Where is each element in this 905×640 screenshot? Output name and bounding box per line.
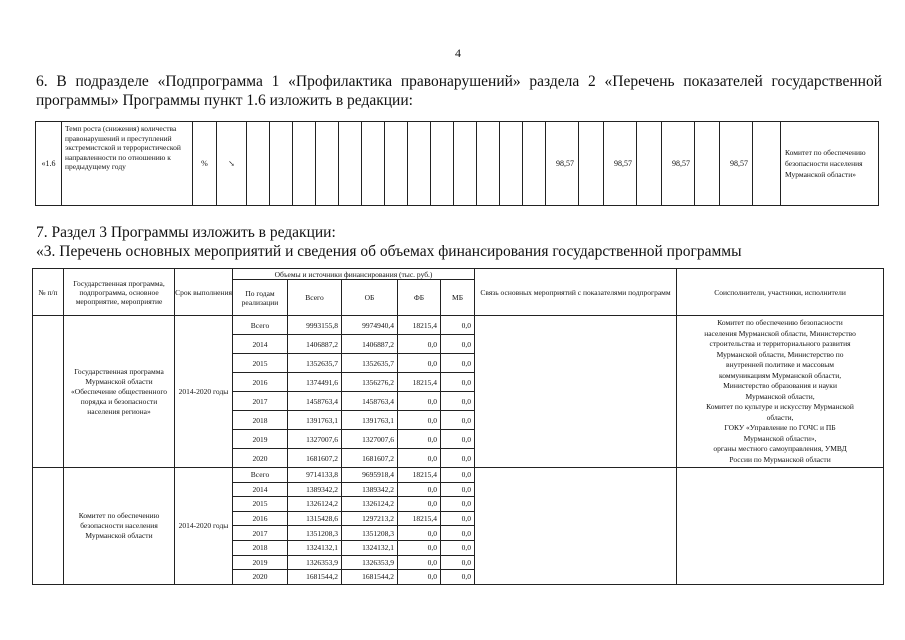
indicator-link	[475, 468, 677, 585]
total-cell: 1458763,4	[288, 392, 342, 411]
fb-cell: 18215,4	[398, 511, 441, 526]
executor-line: Комитет по культуре и искусству Мурманской	[706, 402, 854, 411]
paragraph-6: 6. В подразделе «Подпрограмма 1 «Профилактика правонарушений» раздела 2 «Перечень показателей государственной программы» Программы пункт 1.6 изложить в редакции:	[36, 73, 882, 109]
fb-cell: 0,0	[398, 482, 441, 497]
fb-cell: 0,0	[398, 555, 441, 570]
ob-cell: 1326353,9	[342, 555, 398, 570]
total-cell: 9993155,8	[288, 316, 342, 335]
program-term: 2014-2020 годы	[175, 316, 233, 468]
year-cell: Всего	[233, 316, 288, 335]
program-name: Комитет по обеспечению безопасности населения Мурманской области	[64, 468, 175, 585]
mb-cell: 0,0	[441, 468, 475, 483]
executors	[677, 316, 884, 468]
fb-cell: 18215,4	[398, 468, 441, 483]
empty-cell	[523, 122, 546, 206]
executor-line: коммуникациям Мурманской области,	[718, 370, 842, 380]
program-name: Государственная программа Мурманской области «Обеспечение общественного порядка и безопасности населения региона»	[64, 316, 175, 468]
executor-line: Мурманской области, Министерство по	[716, 349, 844, 359]
year-cell: 2015	[233, 354, 288, 373]
executor-line: России по Мурманской области	[729, 454, 831, 464]
fb-cell: 0,0	[398, 430, 441, 449]
ob-cell: 1681607,2	[342, 449, 398, 468]
fb-cell: 0,0	[398, 497, 441, 512]
executor-line: Мурманской области,	[745, 391, 815, 401]
mb-cell: 0,0	[441, 354, 475, 373]
year-cell: 2019	[233, 555, 288, 570]
year-cell: 2020	[233, 449, 288, 468]
mb-cell: 0,0	[441, 411, 475, 430]
empty-cell	[316, 122, 339, 206]
table-row	[33, 468, 884, 483]
measures-table	[32, 268, 884, 585]
indicator-value: 98,57	[720, 122, 753, 206]
empty-cell	[500, 122, 523, 206]
header-executors: Соисполнители, участники, исполнители	[677, 269, 884, 316]
empty-cell	[431, 122, 454, 206]
ob-cell: 1458763,4	[342, 392, 398, 411]
header-by-year: По годам реализации	[233, 280, 288, 316]
row-number	[33, 468, 64, 585]
mb-cell: 0,0	[441, 497, 475, 512]
year-cell: 2017	[233, 392, 288, 411]
total-cell: 1326124,2	[288, 497, 342, 512]
ob-cell: 1389342,2	[342, 482, 398, 497]
mb-cell: 0,0	[441, 511, 475, 526]
section-3-title: «3. Перечень основных мероприятий и сведения об объемах финансирования государственной программы	[36, 243, 742, 260]
ob-cell: 1297213,2	[342, 511, 398, 526]
indicator-responsible: Комитет по обеспечению безопасности населения Мурманской области»	[781, 122, 879, 206]
fb-cell: 0,0	[398, 540, 441, 555]
fb-cell: 0,0	[398, 449, 441, 468]
fb-cell: 18215,4	[398, 373, 441, 392]
program-term: 2014-2020 годы	[175, 468, 233, 585]
executor-line: ГОКУ «Управление по ГОЧС и ПБ	[724, 423, 836, 432]
mb-cell: 0,0	[441, 555, 475, 570]
ob-cell: 1391763,1	[342, 411, 398, 430]
indicator-name: Темп роста (снижения) количества правонарушений и преступлений экстремистской и террористической направленности по отношению к предыдущему году	[62, 122, 193, 206]
fb-cell: 0,0	[398, 526, 441, 541]
program-block	[33, 316, 884, 468]
year-cell: Всего	[233, 468, 288, 483]
year-cell: 2014	[233, 335, 288, 354]
executor-line: области,	[766, 412, 794, 422]
empty-cell	[753, 122, 781, 206]
ob-cell: 1352635,7	[342, 354, 398, 373]
header-link: Связь основных мероприятий с показателями подпрограмм	[475, 269, 677, 316]
total-cell: 1352635,7	[288, 354, 342, 373]
executor-line: Комитет по обеспечению безопасности	[717, 318, 843, 327]
ob-cell: 1324132,1	[342, 540, 398, 555]
year-cell: 2018	[233, 540, 288, 555]
fb-cell: 0,0	[398, 411, 441, 430]
year-cell: 2017	[233, 526, 288, 541]
fb-cell: 0,0	[398, 354, 441, 373]
header-funding: Объемы и источники финансирования (тыс. руб.)	[233, 269, 475, 280]
empty-cell	[454, 122, 477, 206]
mb-cell: 0,0	[441, 392, 475, 411]
indicator-direction: ↘	[217, 122, 247, 206]
ob-cell: 9695918,4	[342, 468, 398, 483]
ob-cell: 9974940,4	[342, 316, 398, 335]
year-cell: 2016	[233, 511, 288, 526]
empty-cell	[339, 122, 362, 206]
table-row	[33, 316, 884, 335]
committee-block	[33, 468, 884, 585]
empty-cell	[362, 122, 385, 206]
year-cell: 2020	[233, 570, 288, 585]
total-cell: 1326353,9	[288, 555, 342, 570]
total-cell: 1391763,1	[288, 411, 342, 430]
empty-cell	[477, 122, 500, 206]
total-cell: 1389342,2	[288, 482, 342, 497]
year-cell: 2018	[233, 411, 288, 430]
header-program: Государственная программа, подпрограмма, основное мероприятие, мероприятие	[64, 269, 175, 316]
paragraph-7: 7. Раздел 3 Программы изложить в редакции:	[36, 224, 336, 241]
page-number: 4	[455, 46, 461, 60]
ob-cell: 1681544,2	[342, 570, 398, 585]
year-cell: 2014	[233, 482, 288, 497]
ob-cell: 1326124,2	[342, 497, 398, 512]
fb-cell: 0,0	[398, 570, 441, 585]
total-cell: 1324132,1	[288, 540, 342, 555]
fb-cell: 18215,4	[398, 316, 441, 335]
header-total: Всего	[288, 280, 342, 316]
executor-line: органы местного самоуправления, УМВД	[713, 444, 847, 453]
executor-line: строительства и территориального развития	[709, 339, 851, 348]
year-cell: 2019	[233, 430, 288, 449]
empty-cell	[695, 122, 720, 206]
header-mb: МБ	[441, 280, 475, 316]
indicator-table	[35, 121, 879, 206]
indicator-unit: %	[193, 122, 217, 206]
header-fb: ФБ	[398, 280, 441, 316]
total-cell: 1315428,6	[288, 511, 342, 526]
indicator-value: 98,57	[546, 122, 579, 206]
executor-line: населения Мурманской области, Министерство	[704, 328, 856, 338]
empty-cell	[408, 122, 431, 206]
mb-cell: 0,0	[441, 373, 475, 392]
header-ob: ОБ	[342, 280, 398, 316]
year-cell: 2016	[233, 373, 288, 392]
mb-cell: 0,0	[441, 570, 475, 585]
ob-cell: 1351208,3	[342, 526, 398, 541]
year-cell: 2015	[233, 497, 288, 512]
executor-line: Министерство образования и науки	[723, 381, 837, 390]
indicator-value: 98,57	[662, 122, 695, 206]
ob-cell: 1406887,2	[342, 335, 398, 354]
mb-cell: 0,0	[441, 540, 475, 555]
executors	[677, 468, 884, 585]
indicator-link	[475, 316, 677, 468]
empty-cell	[270, 122, 293, 206]
total-cell: 9714133,8	[288, 468, 342, 483]
indicator-value: 98,57	[604, 122, 637, 206]
header-num: № п/п	[33, 269, 64, 316]
empty-cell	[637, 122, 662, 206]
total-cell: 1327007,6	[288, 430, 342, 449]
fb-cell: 0,0	[398, 392, 441, 411]
executor-line: Мурманской области»,	[743, 433, 817, 443]
total-cell: 1406887,2	[288, 335, 342, 354]
mb-cell: 0,0	[441, 526, 475, 541]
header-term: Срок выполнения	[175, 269, 233, 316]
empty-cell	[385, 122, 408, 206]
mb-cell: 0,0	[441, 316, 475, 335]
total-cell: 1681544,2	[288, 570, 342, 585]
total-cell: 1681607,2	[288, 449, 342, 468]
total-cell: 1351208,3	[288, 526, 342, 541]
ob-cell: 1327007,6	[342, 430, 398, 449]
fb-cell: 0,0	[398, 335, 441, 354]
mb-cell: 0,0	[441, 335, 475, 354]
empty-cell	[247, 122, 270, 206]
mb-cell: 0,0	[441, 482, 475, 497]
executor-line: внутренней политике и массовым	[726, 360, 835, 369]
empty-cell	[293, 122, 316, 206]
mb-cell: 0,0	[441, 449, 475, 468]
empty-cell	[579, 122, 604, 206]
ob-cell: 1356276,2	[342, 373, 398, 392]
row-number	[33, 316, 64, 468]
total-cell: 1374491,6	[288, 373, 342, 392]
mb-cell: 0,0	[441, 430, 475, 449]
indicator-number: «1.6	[36, 122, 62, 206]
